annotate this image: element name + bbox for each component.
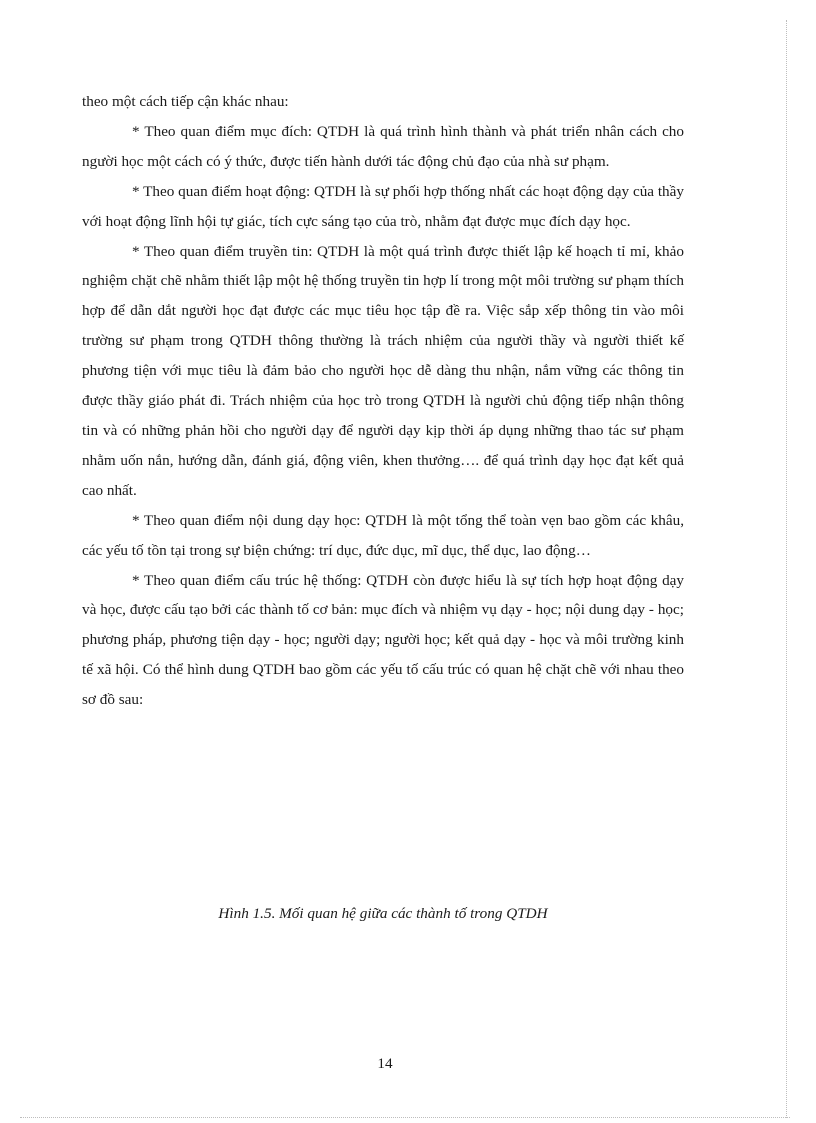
paragraph-activity-viewpoint: * Theo quan điểm hoạt động: QTDH là sự phối hợp thống nhất các hoạt động dạy của thầy với hoạt động lĩnh hội tự giác, tích cực sáng tạo của trò, nhằm đạt được mục đích dạy học.: [82, 182, 684, 230]
page-number: 14: [377, 1055, 393, 1072]
page-border-right: [786, 20, 787, 1118]
paragraph-communication-viewpoint: * Theo quan điểm truyền tin: QTDH là một quá trình được thiết lập kế hoạch tỉ mỉ, khảo nghiệm chặt chẽ nhằm thiết lập một hệ thống truyền tin hợp lí trong một môi trường sư phạm thích hợp để dẫn dắt người học đạt được các mục tiêu học tập đề ra. Việc sắp xếp thông tin vào môi trường sư phạm trong QTDH thông thường là trách nhiệm của người thầy và người thiết kế phương tiện với mục tiêu là đảm bảo cho người học dễ dàng thu nhận, nắm vững các thông tin được thầy giáo phát đi. Trách nhiệm của học trò trong QTDH là người chủ động tiếp nhận thông tin và có những phản hồi cho người dạy để người dạy kịp thời áp dụng những thao tác sư phạm nhằm uốn nắn, hướng dẫn, đánh giá, động viên, khen thưởng…. để quá trình dạy học đạt kết quả cao nhất.: [82, 242, 684, 499]
paragraph-content-viewpoint: * Theo quan điểm nội dung dạy học: QTDH là một tổng thể toàn vẹn bao gồm các khâu, các yếu tố tồn tại trong sự biện chứng: trí dục, đức dục, mĩ dục, thể dục, lao động…: [82, 511, 684, 559]
body-text: [82, 87, 684, 715]
figure-caption: Hình 1.5. Mối quan hệ giữa các thành tố trong QTDH: [218, 905, 548, 922]
paragraph-purpose-viewpoint: * Theo quan điểm mục đích: QTDH là quá trình hình thành và phát triển nhân cách cho người học một cách có ý thức, được tiến hành dưới tác động chủ đạo của nhà sư phạm.: [82, 122, 684, 170]
paragraph-intro: theo một cách tiếp cận khác nhau:: [82, 93, 289, 110]
page-border-bottom: [20, 1117, 790, 1118]
paragraph-system-viewpoint: * Theo quan điểm cấu trúc hệ thống: QTDH còn được hiểu là sự tích hợp hoạt động dạy và học, được cấu tạo bởi các thành tố cơ bản: mục đích và nhiệm vụ dạy - học; nội dung dạy - học; phương pháp, phương tiện dạy - học; người dạy; người học; kết quả dạy - học và môi trường kinh tế xã hội. Có thể hình dung QTDH bao gồm các yếu tố cấu trúc có quan hệ chặt chẽ với nhau theo sơ đồ sau:: [82, 571, 684, 709]
